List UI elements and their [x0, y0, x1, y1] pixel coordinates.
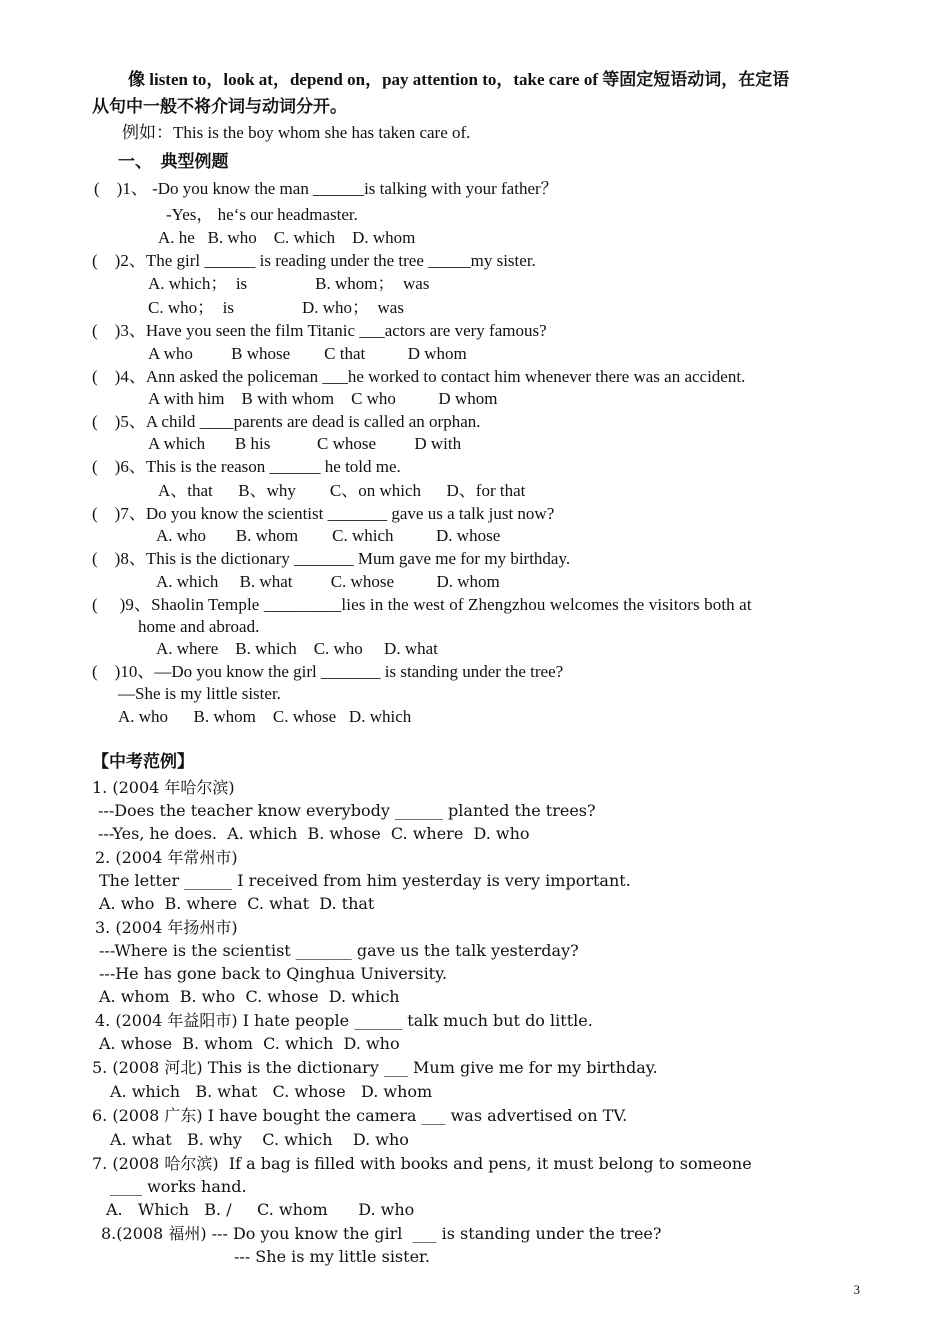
question-6-stem: ( )6、This is the reason ______ he told me.	[92, 457, 401, 476]
exam-7-stem-cont: ____ works hand.	[110, 1177, 247, 1196]
exam-4-options: A. whose B. whom C. which D. who	[99, 1034, 400, 1053]
page-number: 3	[853, 1282, 860, 1297]
exam-2-options: A. who B. where C. what D. that	[99, 894, 375, 913]
exam-1-source: 1. (2004 年哈尔滨)	[92, 778, 235, 797]
question-1-options: A. he B. who C. which D. whom	[158, 228, 416, 247]
exam-3-source: 3. (2004 年扬州市)	[95, 918, 238, 937]
question-6-options: A、that B、why C、on which D、for that	[158, 481, 526, 500]
question-2-stem: ( )2、The girl ______ is reading under the tree _____my sister.	[92, 251, 536, 270]
question-9-stem-cont: home and abroad.	[138, 617, 260, 636]
exam-8-answer: --- She is my little sister.	[234, 1247, 431, 1266]
exam-5-options: A. which B. what C. whose D. whom	[110, 1082, 433, 1101]
exam-5-stem: 5. (2008 河北) This is the dictionary ___ Mum give me for my birthday.	[92, 1058, 658, 1077]
question-9-stem: ( )9、Shaolin Temple _________lies in the west of Zhengzhou welcomes the visitors both at	[92, 595, 752, 614]
exam-1-stem: ---Does the teacher know everybody ______ planted the trees?	[98, 801, 596, 820]
question-7-options: A. who B. whom C. which D. whose	[156, 526, 501, 545]
question-5-stem: ( )5、A child ____parents are dead is called an orphan.	[92, 412, 481, 431]
question-4-stem: ( )4、Ann asked the policeman ___he worked to contact him whenever there was an accident.	[92, 367, 746, 386]
question-3-options: A who B whose C that D whom	[148, 344, 467, 363]
exam-7-stem: 7. (2008 哈尔滨) If a bag is filled with books and pens, it must belong to someone	[92, 1154, 752, 1173]
question-10-dialogue: —She is my little sister.	[118, 684, 281, 703]
exam-3-stem: ---Where is the scientist _______ gave us the talk yesterday?	[99, 941, 579, 960]
question-10-stem: ( )10、—Do you know the girl _______ is standing under the tree?	[92, 662, 564, 681]
question-10-options: A. who B. whom C. whose D. which	[118, 707, 412, 726]
exam-3-answer: ---He has gone back to Qinghua University.	[99, 964, 448, 983]
question-4-options: A with him B with whom C who D whom	[148, 389, 498, 408]
question-2-options-b: C. who； is D. who； was	[148, 298, 404, 317]
question-2-options-a: A. which； is B. whom； was	[148, 274, 430, 293]
exam-3-options: A. whom B. who C. whose D. which	[99, 987, 400, 1006]
question-9-options: A. where B. which C. who D. what	[156, 639, 438, 658]
exam-7-options: A. Which B. / C. whom D. who	[106, 1200, 415, 1219]
question-8-options: A. which B. what C. whose D. whom	[156, 572, 500, 591]
intro-line-2: 从句中一般不将介词与动词分开。	[92, 97, 347, 116]
section-heading-typical-examples: 一、 典型例题	[118, 152, 229, 171]
exam-8-stem: 8.(2008 福州) --- Do you know the girl ___ is standing under the tree?	[101, 1224, 662, 1243]
exam-2-stem: The letter ______ I received from him yesterday is very important.	[99, 871, 631, 890]
question-1-stem: ( )1、 -Do you know the man ______is talking with your father？	[94, 179, 558, 198]
exam-6-stem: 6. (2008 广东) I have bought the camera ___ was advertised on TV.	[92, 1106, 628, 1125]
question-8-stem: ( )8、This is the dictionary _______ Mum gave me for my birthday.	[92, 549, 571, 568]
question-5-options: A which B his C whose D with	[148, 434, 462, 453]
exam-4-stem: 4. (2004 年益阳市) I hate people ______ talk much but do little.	[95, 1011, 593, 1030]
question-7-stem: ( )7、Do you know the scientist _______ gave us a talk just now?	[92, 504, 555, 523]
exam-2-source: 2. (2004 年常州市)	[95, 848, 238, 867]
exam-6-options: A. what B. why C. which D. who	[110, 1130, 409, 1149]
question-1-dialogue: -Yes， he‘s our headmaster.	[166, 205, 358, 224]
intro-line-1: 像 listen to，look at，depend on，pay attention to，take care of 等固定短语动词，在定语	[128, 70, 790, 89]
question-3-stem: ( )3、Have you seen the film Titanic ___actors are very famous?	[92, 321, 547, 340]
exam-1-options: ---Yes, he does. A. which B. whose C. where D. who	[98, 824, 530, 843]
section-heading-exam-examples: 【中考范例】	[92, 752, 194, 772]
intro-example: 例如：This is the boy whom she has taken care of.	[122, 123, 471, 142]
